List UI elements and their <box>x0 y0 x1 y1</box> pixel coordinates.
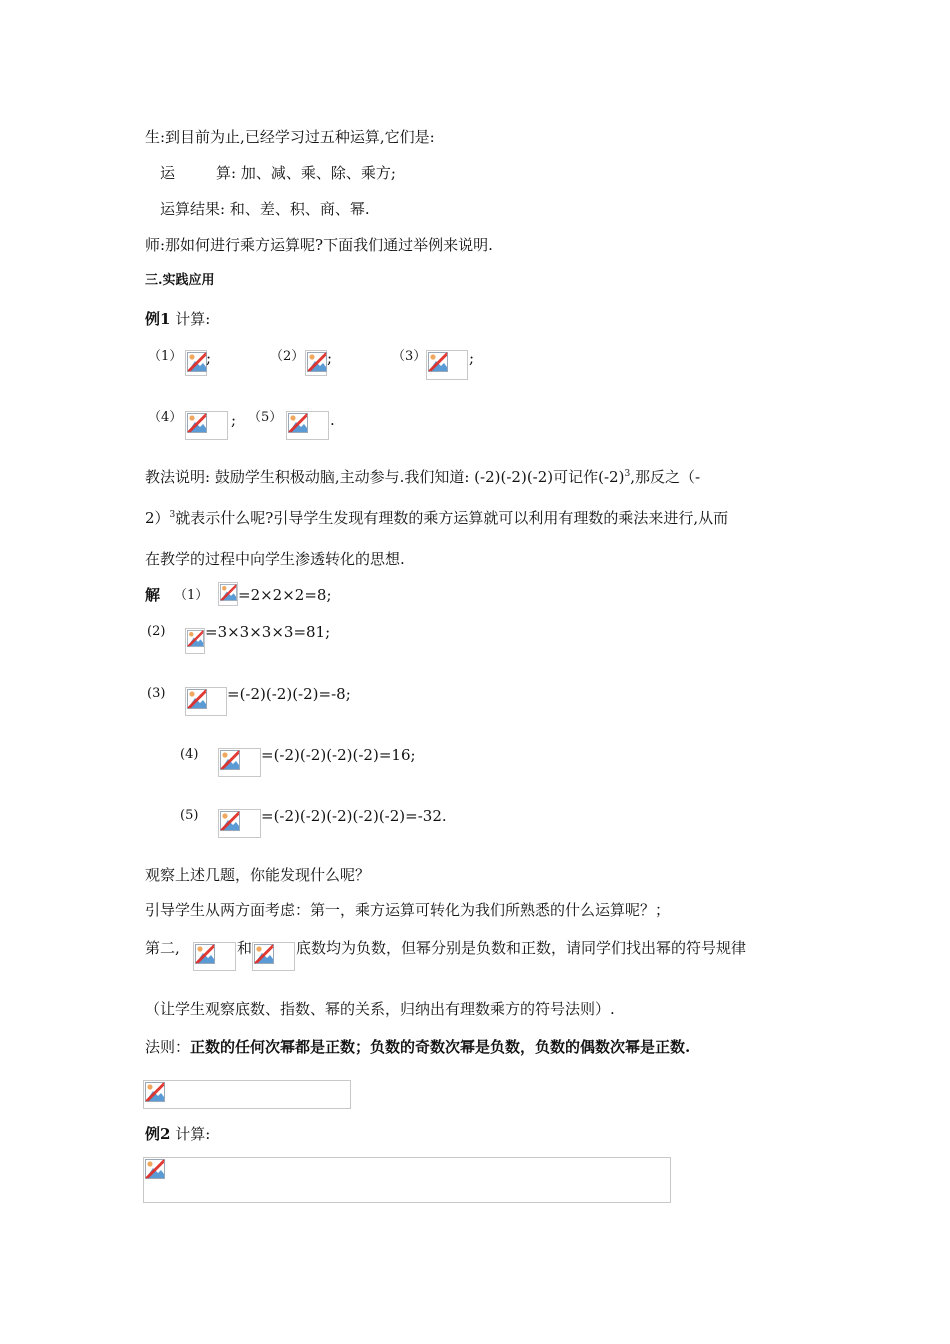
rule-line: 法则：正数的任何次幂都是正数；负数的奇数次幂是负数，负数的偶数次幂是正数. <box>145 1038 691 1056</box>
solution-3: =(-2)(-2)(-2)=-8; <box>227 685 351 703</box>
broken-image-icon <box>428 352 448 372</box>
formula-image <box>143 1157 671 1203</box>
and-text: 和 <box>237 939 253 957</box>
separator: ; <box>231 411 237 429</box>
solution-1: =2×2×2=8; <box>238 586 332 604</box>
formula-image <box>252 942 295 971</box>
broken-image-icon <box>145 1159 165 1179</box>
broken-image-icon <box>220 811 240 831</box>
formula-image <box>426 350 468 380</box>
formula-image <box>193 942 236 971</box>
question-line: 观察上述几题，你能发现什么呢？ <box>145 866 371 884</box>
guide-line: 引导学生从两方面考虑：第一，乘方运算可转化为我们所熟悉的什么运算呢？； <box>145 901 671 919</box>
broken-image-icon <box>145 1082 165 1102</box>
dialogue-teacher: 师:那如何进行乘方运算呢?下面我们通过举例来说明. <box>145 236 493 254</box>
second-point-label: 第二, <box>145 939 180 957</box>
method-line-3: 在教学的过程中向学生渗透转化的思想. <box>145 550 405 568</box>
broken-image-icon <box>187 413 207 433</box>
solution-4: =(-2)(-2)(-2)(-2)=16; <box>261 746 416 764</box>
section-heading: 三.实践应用 <box>145 273 215 288</box>
formula-image <box>185 350 207 376</box>
solution-3-number: (3) <box>147 686 166 701</box>
item-3-number: （3） <box>392 349 427 364</box>
broken-image-icon <box>195 944 215 964</box>
broken-image-icon <box>254 944 274 964</box>
broken-image-icon <box>220 750 240 770</box>
solution-5-number: (5) <box>180 808 199 823</box>
item-2-number: （2） <box>270 349 305 364</box>
formula-image <box>218 582 238 606</box>
formula-image <box>185 628 205 654</box>
solution-5: =(-2)(-2)(-2)(-2)(-2)=-32. <box>261 807 447 825</box>
ops-list: 算: 加、减、乘、除、乘方; <box>216 164 396 182</box>
separator: ; <box>206 349 212 367</box>
method-line-2: 2）$^3$就表示什么呢?引导学生发现有理数的乘方运算就可以利用有理数的乘法来进行,从而 <box>145 509 729 527</box>
solution-label: 解 <box>145 586 161 604</box>
item-5-number: （5） <box>248 410 283 425</box>
solution-1-number: （1） <box>174 588 209 603</box>
formula-image <box>305 350 327 376</box>
broken-image-icon <box>187 689 207 709</box>
hint-line: （让学生观察底数、指数、幂的关系，归纳出有理数乘方的符号法则）. <box>145 1000 615 1018</box>
formula-image <box>286 411 329 440</box>
separator: ; <box>469 349 475 367</box>
separator: ; <box>327 349 333 367</box>
broken-image-icon <box>307 352 327 372</box>
broken-image-icon <box>187 630 204 647</box>
solution-2: =3×3×3×3=81; <box>205 623 331 641</box>
formula-image <box>218 809 261 838</box>
ops-label-1: 运 <box>160 164 176 182</box>
broken-image-icon <box>220 584 237 601</box>
separator: . <box>330 411 335 429</box>
example-1-heading: 例1 计算: <box>145 310 211 328</box>
second-point-text: 底数均为负数，但幂分别是负数和正数，请同学们找出幂的符号规律 <box>296 939 747 957</box>
item-1-number: （1） <box>148 349 183 364</box>
formula-image <box>218 748 261 777</box>
formula-image <box>185 687 227 716</box>
dialogue-student: 生:到目前为止,已经学习过五种运算,它们是: <box>145 128 435 146</box>
example-2-heading: 例2 计算: <box>145 1125 211 1143</box>
broken-image-icon <box>288 413 308 433</box>
item-4-number: （4） <box>148 410 183 425</box>
method-line-1: 教法说明: 鼓励学生积极动脑,主动参与.我们知道: (-2)(-2)(-2)可记作$(-2)^3$,那反之（- <box>145 468 701 486</box>
broken-image-icon <box>187 352 207 372</box>
formula-image <box>143 1080 351 1109</box>
formula-image <box>185 411 228 440</box>
results-list: 运算结果: 和、差、积、商、幂. <box>160 200 370 218</box>
solution-4-number: (4) <box>180 747 199 762</box>
solution-2-number: (2) <box>147 624 166 639</box>
